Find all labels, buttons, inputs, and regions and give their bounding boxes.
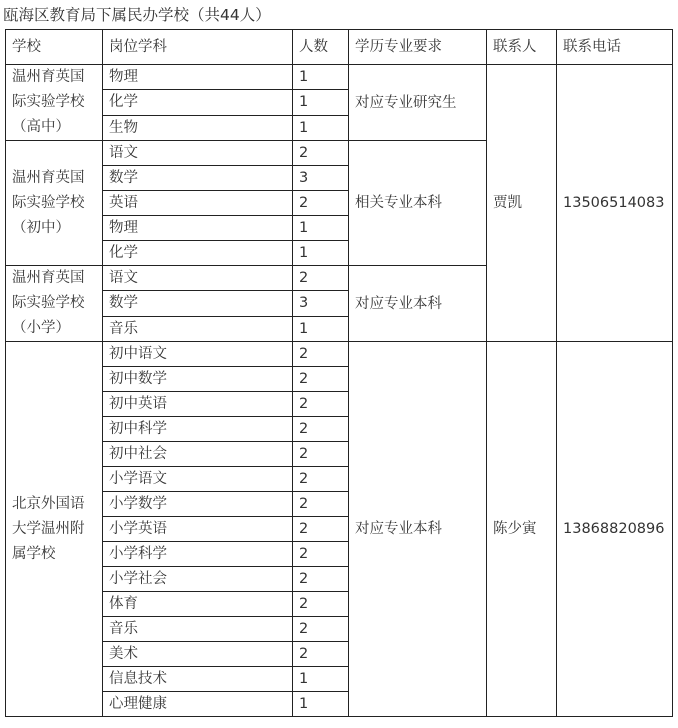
requirement-cell: 对应专业研究生 bbox=[349, 65, 487, 141]
count-cell: 2 bbox=[293, 417, 349, 442]
subject-cell: 美术 bbox=[103, 642, 293, 667]
subject-cell: 物理 bbox=[103, 65, 293, 90]
header-subject: 岗位学科 bbox=[103, 30, 293, 65]
count-cell: 2 bbox=[293, 467, 349, 492]
school-cell: 温州育英国际实验学校（小学） bbox=[6, 266, 103, 342]
count-cell: 1 bbox=[293, 241, 349, 266]
requirement-cell: 相关专业本科 bbox=[349, 141, 487, 266]
header-phone: 联系电话 bbox=[557, 30, 673, 65]
count-cell: 3 bbox=[293, 166, 349, 191]
phone-cell: 13506514083 bbox=[557, 65, 673, 342]
subject-cell: 数学 bbox=[103, 291, 293, 316]
subject-cell: 音乐 bbox=[103, 617, 293, 642]
header-contact: 联系人 bbox=[487, 30, 557, 65]
count-cell: 2 bbox=[293, 517, 349, 542]
subject-cell: 初中语文 bbox=[103, 342, 293, 367]
count-cell: 1 bbox=[293, 692, 349, 717]
count-cell: 1 bbox=[293, 216, 349, 241]
subject-cell: 小学英语 bbox=[103, 517, 293, 542]
phone-cell: 13868820896 bbox=[557, 342, 673, 717]
table-body bbox=[6, 30, 673, 717]
subject-cell: 小学数学 bbox=[103, 492, 293, 517]
school-cell: 温州育英国际实验学校（初中） bbox=[6, 141, 103, 266]
header-school: 学校 bbox=[6, 30, 103, 65]
requirement-cell: 对应专业本科 bbox=[349, 342, 487, 717]
count-cell: 2 bbox=[293, 266, 349, 291]
table-row bbox=[6, 342, 673, 367]
subject-cell: 英语 bbox=[103, 191, 293, 216]
subject-cell: 信息技术 bbox=[103, 667, 293, 692]
count-cell: 2 bbox=[293, 542, 349, 567]
count-cell: 2 bbox=[293, 392, 349, 417]
count-cell: 2 bbox=[293, 342, 349, 367]
subject-cell: 初中社会 bbox=[103, 442, 293, 467]
subject-cell: 初中数学 bbox=[103, 367, 293, 392]
subject-cell: 生物 bbox=[103, 115, 293, 140]
count-cell: 1 bbox=[293, 316, 349, 341]
subject-cell: 小学科学 bbox=[103, 542, 293, 567]
contact-cell: 贾凯 bbox=[487, 65, 557, 342]
subject-cell: 小学语文 bbox=[103, 467, 293, 492]
table-header-row bbox=[6, 30, 673, 65]
subject-cell: 化学 bbox=[103, 241, 293, 266]
subject-cell: 音乐 bbox=[103, 316, 293, 341]
page-title: 瓯海区教育局下属民办学校（共44人） bbox=[3, 6, 271, 24]
count-cell: 2 bbox=[293, 492, 349, 517]
subject-cell: 物理 bbox=[103, 216, 293, 241]
subject-cell: 初中英语 bbox=[103, 392, 293, 417]
count-cell: 2 bbox=[293, 367, 349, 392]
count-cell: 2 bbox=[293, 442, 349, 467]
subject-cell: 体育 bbox=[103, 592, 293, 617]
subject-cell: 心理健康 bbox=[103, 692, 293, 717]
school-cell: 温州育英国际实验学校（高中） bbox=[6, 65, 103, 141]
subject-cell: 语文 bbox=[103, 141, 293, 166]
subject-cell: 语文 bbox=[103, 266, 293, 291]
count-cell: 2 bbox=[293, 567, 349, 592]
header-requirement: 学历专业要求 bbox=[349, 30, 487, 65]
count-cell: 3 bbox=[293, 291, 349, 316]
subject-cell: 数学 bbox=[103, 166, 293, 191]
count-cell: 1 bbox=[293, 65, 349, 90]
count-cell: 2 bbox=[293, 592, 349, 617]
count-cell: 2 bbox=[293, 642, 349, 667]
requirement-cell: 对应专业本科 bbox=[349, 266, 487, 342]
count-cell: 1 bbox=[293, 667, 349, 692]
count-cell: 2 bbox=[293, 141, 349, 166]
subject-cell: 小学社会 bbox=[103, 567, 293, 592]
school-cell: 北京外国语大学温州附属学校 bbox=[6, 342, 103, 717]
table-row bbox=[6, 65, 673, 90]
count-cell: 1 bbox=[293, 90, 349, 115]
subject-cell: 初中科学 bbox=[103, 417, 293, 442]
header-count: 人数 bbox=[293, 30, 349, 65]
count-cell: 2 bbox=[293, 191, 349, 216]
count-cell: 1 bbox=[293, 115, 349, 140]
subject-cell: 化学 bbox=[103, 90, 293, 115]
recruitment-table bbox=[5, 29, 673, 717]
count-cell: 2 bbox=[293, 617, 349, 642]
contact-cell: 陈少寅 bbox=[487, 342, 557, 717]
